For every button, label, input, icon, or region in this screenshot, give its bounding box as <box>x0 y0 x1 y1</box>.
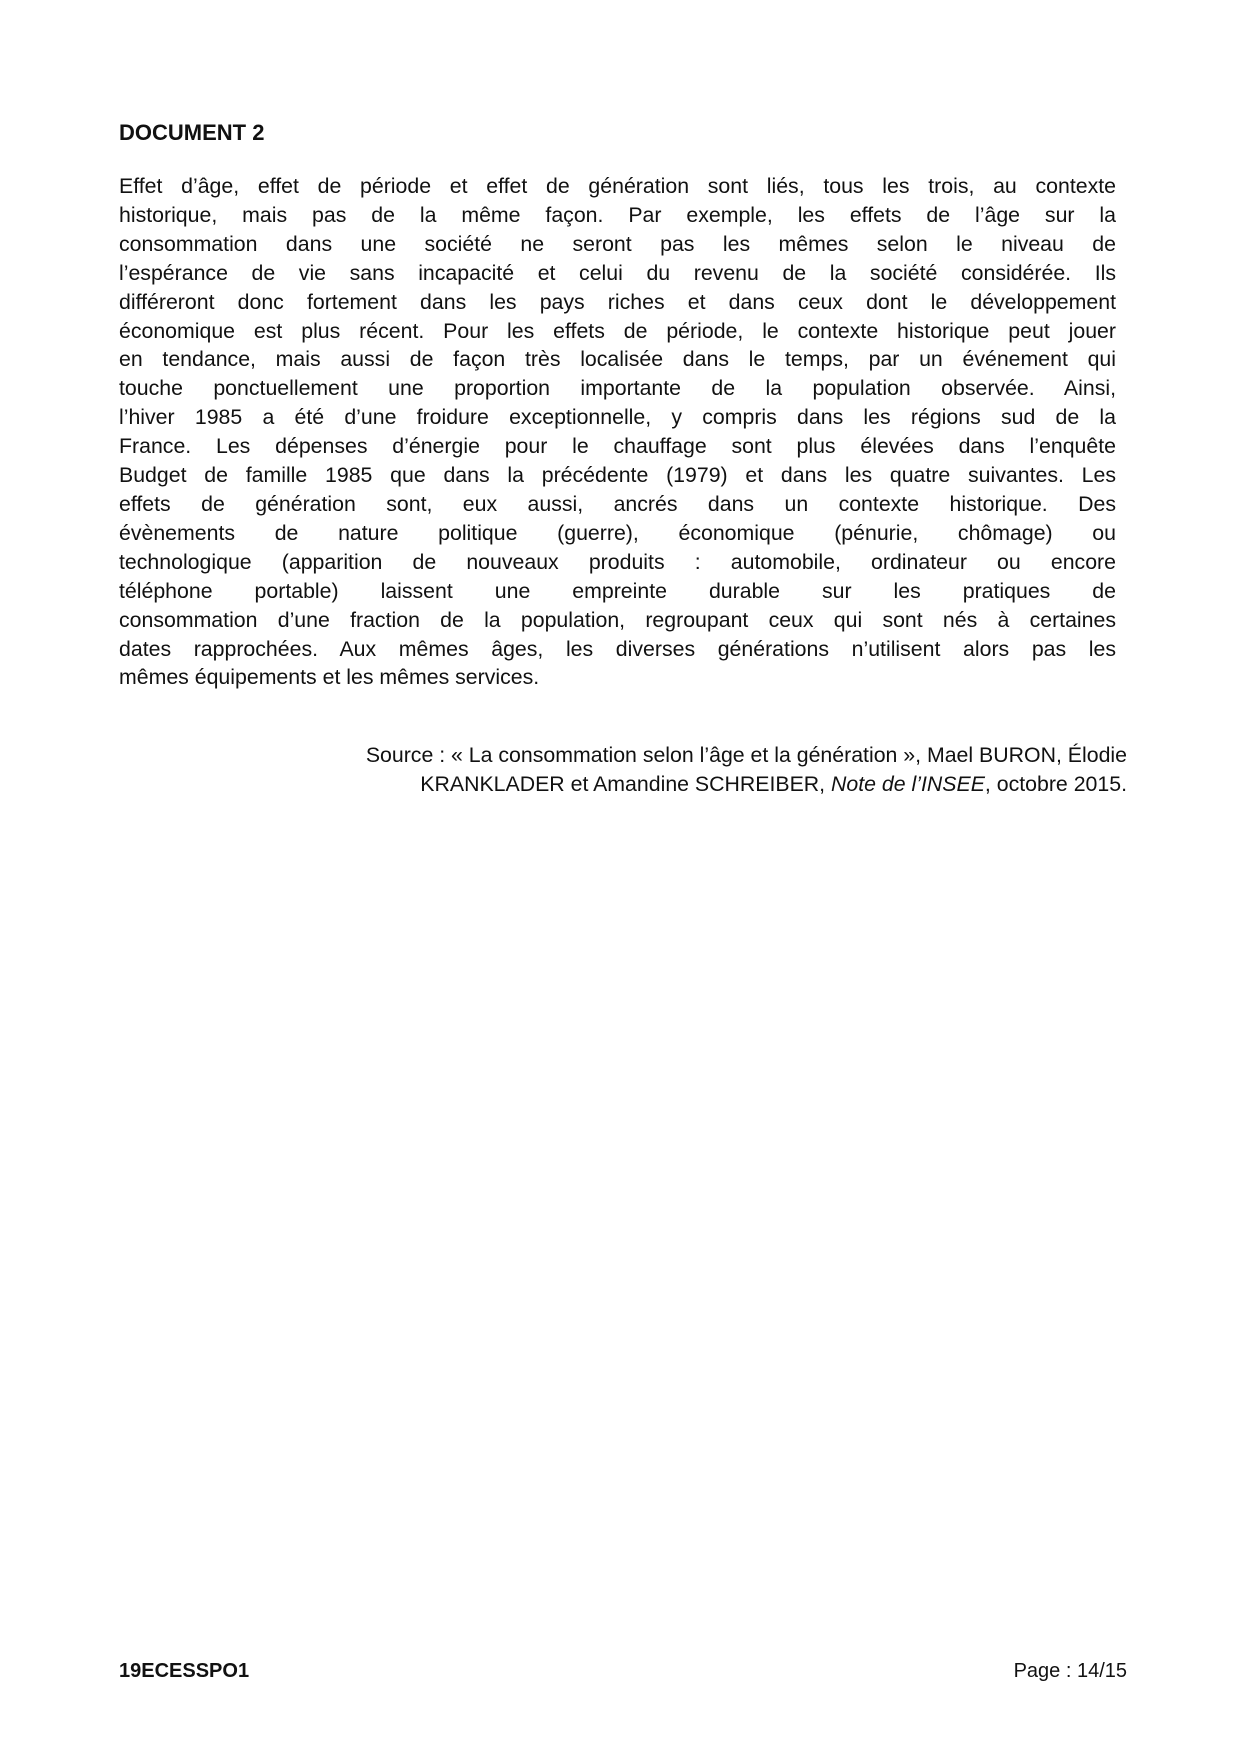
source-publication: Note de l’INSEE <box>831 772 985 796</box>
source-citation <box>366 741 1127 799</box>
paragraph-line: évènements de nature politique (guerre), économique (pénurie, chômage) ou <box>119 520 1116 545</box>
document-code: 19ECESSPO1 <box>119 1660 250 1682</box>
paragraph-line: Effet d’âge, effet de période et effet de génération sont liés, tous les trois, au contexte <box>119 174 1116 198</box>
paragraph-line: touche ponctuellement une proportion importante de la population observée. Ainsi, <box>119 376 1116 401</box>
paragraph-line: en tendance, mais aussi de façon très localisée dans le temps, par un événement qui <box>119 347 1116 372</box>
paragraph-line: consommation d’une fraction de la population, regroupant ceux qui sont nés à certaines <box>119 607 1116 632</box>
paragraph-line: effets de génération sont, eux aussi, ancrés dans un contexte historique. Des <box>119 491 1116 516</box>
source-date: , octobre 2015. <box>984 772 1127 796</box>
paragraph-line: dates rapprochées. Aux mêmes âges, les diverses générations n’utilisent alors pas les <box>119 636 1116 661</box>
paragraph-line: différeront donc fortement dans les pays riches et dans ceux dont le développement <box>119 289 1116 314</box>
source-line-2 <box>366 770 1127 799</box>
source-authors: KRANKLADER et Amandine SCHREIBER, <box>420 772 832 796</box>
paragraph-line: technologique (apparition de nouveaux produits : automobile, ordinateur ou encore <box>119 549 1116 574</box>
paragraph-line: téléphone portable) laissent une empreinte durable sur les pratiques de <box>119 578 1116 603</box>
paragraph-line: France. Les dépenses d’énergie pour le chauffage sont plus élevées dans l’enquête <box>119 434 1116 459</box>
paragraph-line: l’espérance de vie sans incapacité et celui du revenu de la société considérée. Ils <box>119 260 1116 285</box>
paragraph-line: Budget de famille 1985 que dans la précédente (1979) et dans les quatre suivantes. Les <box>119 463 1116 488</box>
paragraph-line: historique, mais pas de la même façon. Par exemple, les effets de l’âge sur la <box>119 202 1116 227</box>
source-line-1: Source : « La consommation selon l’âge et la génération », Mael BURON, Élodie <box>365 743 1127 767</box>
document-heading: DOCUMENT 2 <box>119 120 265 145</box>
paragraph-line: consommation dans une société ne seront pas les mêmes selon le niveau de <box>119 231 1116 256</box>
document-paragraph <box>119 172 1116 692</box>
paragraph-line: économique est plus récent. Pour les effets de période, le contexte historique peut jouer <box>119 318 1116 343</box>
page-number: Page : 14/15 <box>1013 1660 1127 1682</box>
paragraph-line: l’hiver 1985 a été d’une froidure exceptionnelle, y compris dans les régions sud de la <box>119 405 1116 430</box>
paragraph-line: mêmes équipements et les mêmes services. <box>119 665 540 690</box>
